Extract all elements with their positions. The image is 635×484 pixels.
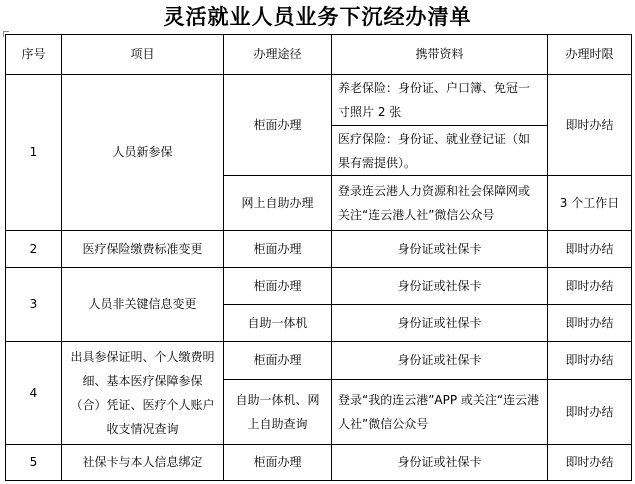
row-channel: 自助一体机 [224, 305, 332, 342]
row-docs: 身份证或社保卡 [332, 445, 548, 481]
row-channel: 柜面办理 [224, 342, 332, 380]
table-row [6, 342, 632, 380]
row-docs-online: 登录连云港人力资源和社会保障网或关注“连云港人社”微信公众号 [332, 176, 548, 231]
row-item: 人员非关键信息变更 [62, 268, 224, 342]
row-channel: 柜面办理 [224, 75, 332, 176]
header-no: 序号 [6, 35, 62, 75]
page-title: 灵活就业人员业务下沉经办清单 [163, 4, 472, 29]
row-channel: 柜面办理 [224, 268, 332, 305]
row-item: 社保卡与本人信息绑定 [62, 445, 224, 481]
service-list-table [5, 34, 632, 481]
header-channel: 办理途径 [224, 35, 332, 75]
row-time: 即时办结 [548, 75, 632, 176]
row-number: 1 [6, 75, 62, 231]
row-docs-medical: 医疗保险：身份证、就业登记证（如果有需提供）。 [332, 126, 548, 176]
header-time: 办理时限 [548, 35, 632, 75]
row-time: 即时办结 [548, 231, 632, 268]
table-header-row [6, 35, 632, 75]
table-row [6, 268, 632, 305]
row-item: 医疗保险缴费标准变更 [62, 231, 224, 268]
row-docs-pension: 养老保险：身份证、户口簿、免冠一寸照片 2 张 [332, 75, 548, 126]
header-item: 项目 [62, 35, 224, 75]
row-number: 4 [6, 342, 62, 445]
row-docs: 身份证或社保卡 [332, 268, 548, 305]
row-channel: 柜面办理 [224, 231, 332, 268]
table-row [6, 231, 632, 268]
row-time-online: 3 个工作日 [548, 176, 632, 231]
row-docs: 身份证或社保卡 [332, 231, 548, 268]
row-time: 即时办结 [548, 445, 632, 481]
row-channel-online: 网上自助办理 [224, 176, 332, 231]
row-time: 即时办结 [548, 380, 632, 445]
row-item: 出具参保证明、个人缴费明细、基本医疗保障参保（合）凭证、医疗个人账户收支情况查询 [62, 342, 224, 445]
row-time: 即时办结 [548, 342, 632, 380]
table-row [6, 75, 632, 126]
row-item: 人员新参保 [62, 75, 224, 231]
row-docs: 身份证或社保卡 [332, 342, 548, 380]
row-channel: 柜面办理 [224, 445, 332, 481]
row-docs: 身份证或社保卡 [332, 305, 548, 342]
row-number: 3 [6, 268, 62, 342]
row-time: 即时办结 [548, 268, 632, 305]
row-number: 2 [6, 231, 62, 268]
table-row [6, 445, 632, 481]
row-time: 即时办结 [548, 305, 632, 342]
row-number: 5 [6, 445, 62, 481]
row-docs: 登录“我的连云港”APP 或关注“连云港人社”微信公众号 [332, 380, 548, 445]
header-docs: 携带资料 [332, 35, 548, 75]
row-channel: 自助一体机、网上自助查询 [224, 380, 332, 445]
